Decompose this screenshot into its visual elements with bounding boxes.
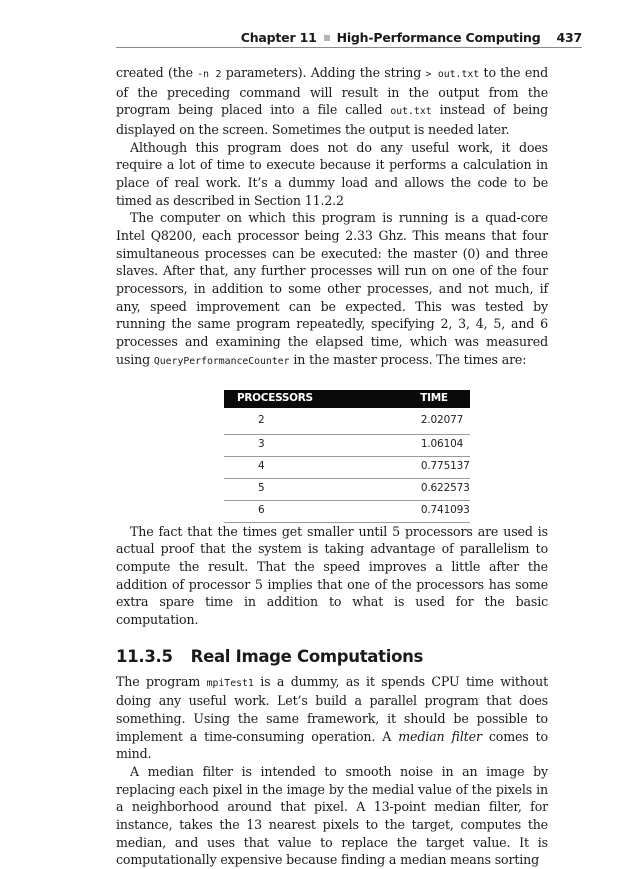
section-number: 11.3.5 — [116, 646, 173, 666]
text-run: parameters). Adding the string — [221, 65, 426, 80]
running-header — [116, 30, 582, 48]
chapter-title: High-Performance Computing — [336, 30, 541, 45]
table-row — [224, 478, 470, 500]
table-row — [224, 456, 470, 478]
column-header-processors: PROCESSORS — [224, 390, 313, 408]
paragraph-2: Although this program does not do any useful work, it does require a lot of time to execute because it performs a calculation in place of real work. It’s a dummy load and allows the code to be timed as described in Section 11.2.2 — [116, 139, 548, 208]
page-number: 437 — [556, 30, 582, 45]
cell-time: 0.775137 — [313, 456, 470, 478]
text-run: comes to mind. — [116, 728, 548, 762]
cell-processors: 5 — [224, 478, 313, 500]
paragraph-6: A median filter is intended to smooth noise in an image by replacing each pixel in the image by the medial value of the pixels in a neighborhood around that pixel. A 13-point median filter, for instance, takes the 13 nearest pixels to the target, computes the median, and uses that value to replace the target value. It is computationally expensive because finding a median means sorting — [116, 764, 548, 868]
cell-time: 2.02077 — [313, 408, 470, 435]
inline-code: mpiTest1 — [206, 677, 254, 689]
inline-code: out.txt — [390, 106, 432, 118]
paragraph-1 — [116, 64, 548, 139]
cell-processors: 2 — [224, 408, 313, 435]
text-run: to the end of the preceding command will result in the output from the program being placed into a file called — [116, 65, 548, 118]
cell-time: 0.622573 — [313, 478, 470, 500]
paragraph-5 — [116, 673, 548, 763]
cell-time: 1.06104 — [313, 434, 470, 456]
table-header-row — [224, 390, 470, 408]
table-row — [224, 408, 470, 435]
cell-processors: 3 — [224, 434, 313, 456]
paragraph-4: The fact that the times get smaller until 5 processors are used is actual proof that the system is taking advantage of parallelism to compute the result. That the speed improves a little after the addition of processor 5 implies that one of the processors has some extra spare time in addition to what is used for the basic computation. — [116, 523, 548, 628]
emphasis: median filter — [398, 728, 482, 744]
inline-code: -n 2 — [197, 69, 222, 80]
inline-code: > out.txt — [425, 69, 480, 80]
cell-processors: 4 — [224, 456, 313, 478]
section-heading — [116, 647, 548, 667]
section-title: Real Image Computations — [190, 646, 424, 666]
cell-time: 0.741093 — [313, 500, 470, 522]
text-run: is a dummy, as it spends CPU time without doing any useful work. Let’s build a parallel program that does something. Using the same framework, it should be possible to implement a time-consuming operation. A — [116, 673, 548, 744]
paragraph-3 — [116, 209, 548, 370]
table-row — [224, 434, 470, 456]
timing-table-wrapper — [224, 390, 470, 523]
table-row — [224, 500, 470, 522]
text-run: in the master process. The times are: — [289, 351, 527, 367]
square-bullet-icon — [324, 35, 330, 41]
cell-processors: 6 — [224, 500, 313, 522]
inline-code: QueryPerformanceCounter — [153, 355, 290, 367]
column-header-time: TIME — [313, 390, 470, 408]
text-run: The computer on which this program is running is a quad-core Intel Q8200, each processor being 2.33 Ghz. This means that four simultaneous processes can be executed: the master (0) and three slaves. After that, any further processes will run on one of the four processors, in addition to some other processes, and not much, if any, speed improvement can be expected. This was tested by running the same program repeatedly, specifying 2, 3, 4, 5, and 6 processes and examining the elapsed time, which was measured using — [116, 210, 548, 367]
page-body — [116, 64, 548, 869]
text-run: created (the — [116, 65, 198, 80]
chapter-label: Chapter 11 — [240, 30, 317, 45]
text-run: instead of being displayed on the screen. Sometimes the output is needed later. — [116, 102, 548, 137]
text-run: The program — [116, 673, 207, 689]
timing-table — [224, 390, 470, 523]
